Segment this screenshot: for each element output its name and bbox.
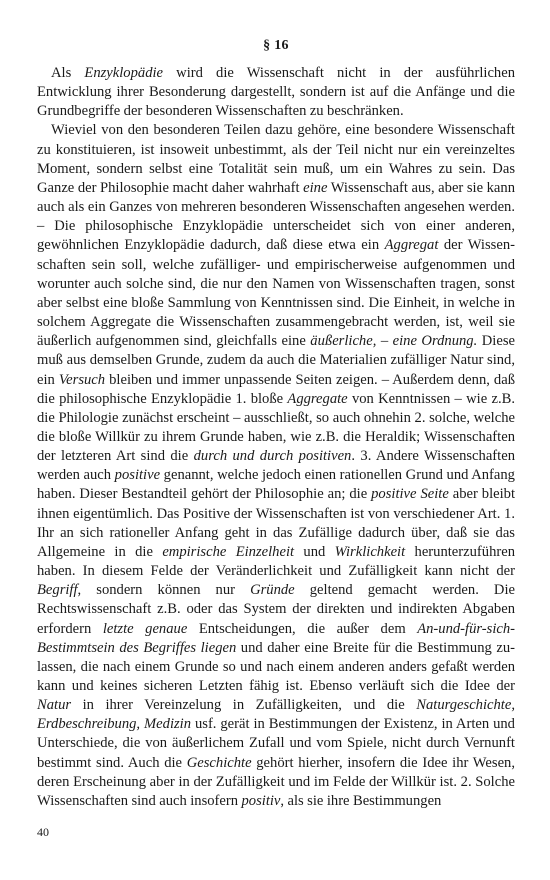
italic-text-run: Gründe (250, 582, 295, 599)
text-run: bleiben und immer unpassende Seiten zeigen. – Außerdem denn, daß die philosophische Enzyklopädie 1. bloße (37, 371, 515, 407)
italic-text-run: positiv (241, 792, 281, 809)
italic-text-run: Geschichte (186, 754, 252, 771)
italic-text-run: durch und durch positiven (193, 448, 352, 465)
text-run: geltend gemacht werden. Die Rechtswissenschaft z.B. oder das System der direkten und indirekten Abgaben erfordern (37, 582, 515, 637)
text-run: von Kenntnissen – wie z.B. die Philologie zunächst erscheint – ausschließt, so auch ohnehin 2. solche, welche die bloße Willkür zu ihrem Grunde haben, wie z.B. die Heraldik; Wissenschaften der letzteren Art sind die (37, 390, 515, 465)
text-run: , sondern können nur (77, 582, 251, 599)
italic-text-run: Natur (37, 697, 72, 714)
text-run: , als sie ihre Bestimmungen (280, 792, 442, 809)
page-number: 40 (37, 825, 49, 839)
italic-text-run: Naturgeschichte, Erdbeschreibung, Medizin (37, 697, 515, 733)
italic-text-run: äußerliche, – eine Ordnung. (310, 333, 478, 350)
text-run: genannt, welche jedoch einen rationellen Grund und Anfang haben. Dieser Bestandteil gehört der Philosophie an; die (37, 467, 515, 503)
italic-text-run: Aggregate (287, 390, 348, 407)
italic-text-run: Enzyklopädie (84, 65, 164, 81)
italic-text-run: positive (114, 467, 161, 484)
italic-text-run: letzte genaue (102, 620, 188, 637)
page-body (37, 38, 515, 811)
italic-text-run: positive Seite (371, 486, 449, 503)
text-run: Wieviel von den besonderen Teilen dazu gehöre, eine besondere Wissenschaft zu konstituieren, ist insoweit unbestimmt, als der Teil nicht nur ein vereinzeltes Moment, sondern selbst eine Totalität sein muß, um ein Wahres zu sein. Das Ganze der Philosophie macht daher wahrhaft (37, 122, 515, 196)
italic-text-run: An-und-für-sich-Bestimmtsein des Begriffes liegen (37, 620, 516, 656)
paragraph-remark (37, 121, 515, 811)
text-run: wird die Wissenschaft nicht in der ausführlichen Entwicklung ihrer Besonderung dargestellt, sondern ist auf die Anfänge und die Grundbegriffe der besonderen Wissenschaften zu beschränken. (37, 65, 515, 120)
text-run: herunterzuführen haben. In diesem Felde der Veränderlichkeit und Zufälligkeit kann nicht der (37, 543, 516, 580)
text-run: usf. gerät in Bestimmungen der Existenz, in Arten und Unterschiede, die von äußerlichem Zufall und vom Spiele, nicht durch Vernunft bestimmt sind. Auch die (37, 716, 515, 771)
italic-text-run: eine (303, 179, 328, 196)
paragraph-definition (37, 64, 515, 121)
text-run: in ihrer Vereinzelung in Zufälligkeiten, und die (71, 697, 417, 714)
italic-text-run: Versuch (58, 371, 106, 388)
text-run: . 3. Andere Wissenschaften werden auch (37, 448, 515, 484)
text-run: aber bleibt ihnen eigentümlich. Das Positive der Wissenschaften ist von verschiedener Art. 1. Ihr an sich rationeller Anfang geht in das Zufällige dadurch über, daß sie das Allgemeine in die (37, 486, 516, 560)
text-run: gehört hierher, insofern die Idee ihr Wesen, deren Erscheinung aber in der Zufälligkeit und im Felde der Willkür ist. 2. Solche Wissenschaften sind auch insofern (37, 754, 515, 809)
text-run: der Wissenschaften sein soll, welche zufälliger- und empirischerweise aufgenommen und worunter auch solche sind, die nur den Namen von Wissenschaften tragen, sonst aber selbst eine bloße Sammlung von Kenntnissen sind. Die Einheit, in welche in solchem Aggregate die Wissenschaften zusammengebracht werden, ist, weil sie äußerlich aufgenommen sind, gleichfalls eine (37, 237, 515, 350)
text-run: Als (51, 65, 85, 81)
italic-text-run: Aggregat (384, 237, 439, 254)
text-run: Entscheidungen, die außer dem (187, 620, 418, 637)
text-run: und daher eine Breite für die Bestimmung zulassen, die nach einem Grunde so und nach einem anderen anders gefaßt werden kann und keines sicheren Letzten fähig ist. Ebenso verläuft sich die Idee der (37, 639, 515, 694)
text-run: Wissenschaft aus, aber sie kann auch als ein Ganzes von mehreren besonderen Wissenschaften angesehen werden. – Die philosophische Enzyklopädie unterscheidet sich von einer anderen, gewöhnlichen Enzyklopädie dadurch, daß diese etwa ein (37, 179, 515, 254)
section-heading: § 16 (263, 38, 289, 53)
italic-text-run: empirische Einzelheit (162, 543, 295, 560)
italic-text-run: Wirklichkeit (334, 543, 406, 560)
text-run: und (294, 543, 335, 560)
text-run: Diese muß aus demselben Grunde, zudem da auch die Materialien zufälliger Natur sind, ein (37, 333, 515, 388)
italic-text-run: Begriff (37, 582, 78, 599)
